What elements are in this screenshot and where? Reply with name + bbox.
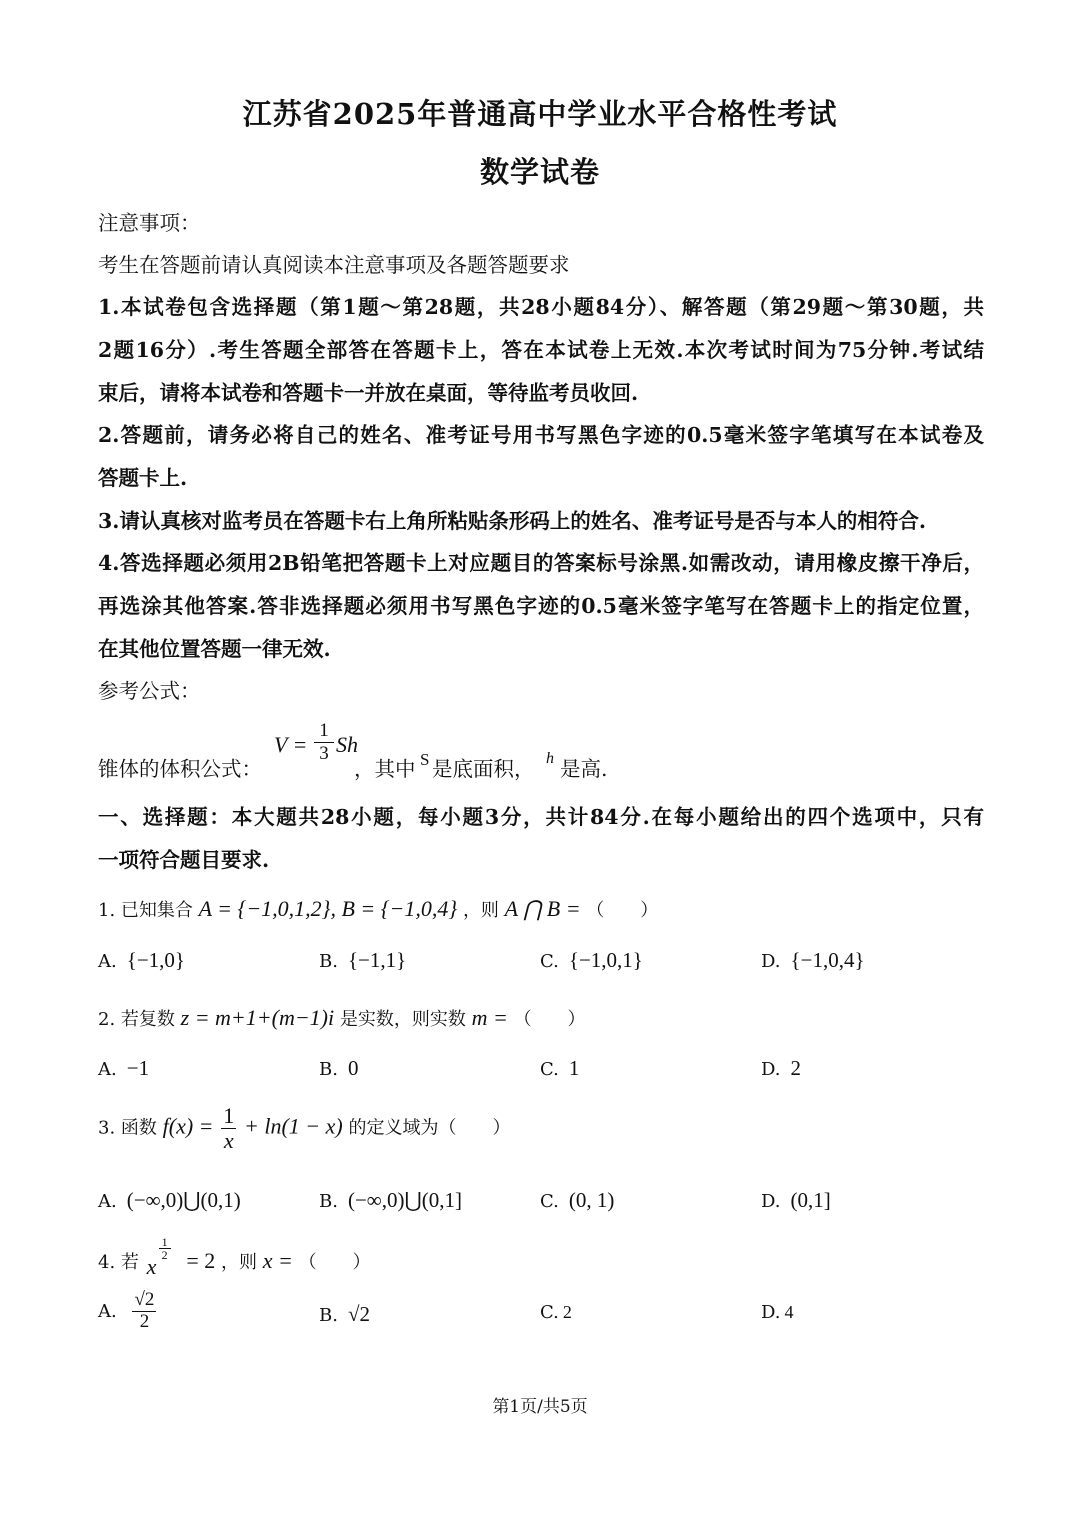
option-label: A. [98,1059,117,1080]
question-4-option-d [761,1302,794,1323]
question-4-option-b [319,1302,370,1327]
notice-item-4-line-1: 4.答选择题必须用2B铅笔把答题卡上对应题目的答案标号涂黑.如需改动，请用橡皮擦干净后， [98,551,984,575]
question-2-math: z = m+1+(m−1)i [180,1005,335,1030]
option-value: (−∞,0)⋃(0,1) [126,1188,241,1212]
option-value: {−1,1} [347,948,407,972]
question-3-math-a: f(x) = [162,1113,214,1139]
option-label: A. [98,1300,117,1322]
question-2-option-b [319,1056,358,1081]
question-3-option-d [761,1188,831,1213]
formula-heading: 参考公式： [98,679,201,703]
question-1-suffix: （ ） [586,900,659,921]
question-1-option-d [761,948,865,973]
question-1-option-c [540,948,643,973]
notice-item-1-line-3: 束后，请将本试卷和答题卡一并放在桌面，等待监考员收回. [98,381,639,405]
question-4-prefix: 4. 若 [98,1252,139,1273]
exam-title: 江苏省2025年普通高中学业水平合格性考试 [242,97,838,131]
option-label: D. [761,1059,781,1080]
formula-fraction-den: 3 [319,743,329,764]
formula-rhs: Sh [336,732,358,757]
option-label: C. [540,1191,559,1212]
option-label: C. [540,1302,559,1323]
option-value-num: √2 [134,1289,155,1310]
option-label: D. [761,1302,781,1323]
question-4-exponent [159,1236,171,1261]
option-value: 2 [790,1056,802,1080]
option-label: D. [761,951,781,972]
question-1-option-b [319,948,406,973]
formula-tail-a: ，其中 [354,757,416,781]
question-1-option-a [98,948,185,973]
question-2-option-c [540,1056,579,1081]
question-4-power [145,1235,181,1279]
question-3-option-a [98,1188,241,1213]
option-label: D. [761,1191,781,1212]
option-value: (−∞,0)⋃(0,1] [347,1188,462,1212]
option-label: A. [98,1191,117,1212]
section-heading-line-1: 一、选择题：本大题共28小题，每小题3分，共计84分.在每小题给出的四个选项中，只有 [98,805,984,829]
question-3-math-b: + ln(1 − x) [243,1113,343,1139]
option-label: B. [319,1059,338,1080]
option-value: 2 [562,1302,572,1322]
option-value: {−1,0,4} [790,948,865,972]
page-number: 第1页/共5页 [492,1397,588,1417]
notice-item-2-line-2: 答题卡上. [98,466,188,490]
question-3-fraction-den: x [223,1128,234,1154]
formula-fraction [314,720,334,765]
option-value: (0,1] [790,1188,831,1212]
formula-label: 锥体的体积公式： [98,757,262,781]
question-4-option-a [98,1290,158,1333]
question-1-prefix: 1. 已知集合 [98,900,193,921]
question-2 [98,1005,586,1031]
question-4 [98,1235,371,1286]
option-value: {−1,0,1} [568,948,643,972]
option-label: B. [319,1305,338,1326]
question-2-prefix: 2. 若复数 [98,1009,175,1030]
question-1-math-2: A ⋂ B = [504,896,581,921]
option-value: {−1,0} [126,948,185,972]
notice-intro: 考生在答题前请认真阅读本注意事项及各题答题要求 [98,253,570,277]
question-1-mid: ，则 [462,900,499,921]
question-4-mid: ，则 [221,1252,258,1273]
option-value: (0, 1) [568,1188,615,1212]
question-3 [98,1104,510,1153]
question-1-math: A = {−1,0,1,2}, B = {−1,0,4} [198,896,458,921]
question-3-option-b [319,1188,462,1213]
question-3-fraction-num: 1 [223,1103,235,1128]
question-2-suffix: （ ） [513,1009,586,1030]
question-3-option-c [540,1188,614,1213]
notice-item-1-line-1: 1.本试卷包含选择题（第1题～第28题，共28小题84分）、解答题（第29题～第30题，共 [98,295,984,319]
option-label: B. [319,1191,338,1212]
question-4-suffix: （ ） [298,1252,371,1273]
option-value: 0 [347,1056,359,1080]
question-2-option-a [98,1056,149,1081]
question-3-prefix: 3. 函数 [98,1117,157,1139]
option-value: 4 [784,1302,794,1322]
option-label: A. [98,951,117,972]
question-4-exponent-den: 2 [161,1248,168,1262]
notice-item-4-line-3: 在其他位置答题一律无效. [98,637,331,661]
notice-heading: 注意事项： [98,211,201,235]
formula-lhs: V = [274,732,308,757]
question-1 [98,896,658,922]
option-label: B. [319,951,338,972]
question-2-mid: 是实数，则实数 [339,1009,466,1030]
question-4-math-2: x = [262,1248,293,1273]
option-value-fraction [132,1290,156,1333]
option-value: 1 [568,1056,580,1080]
question-4-option-c [540,1302,572,1323]
formula-fraction-num: 1 [314,720,334,743]
option-label: C. [540,951,559,972]
formula-tail-c: 是高. [560,757,608,781]
section-heading-line-2: 一项符合题目要求. [98,848,270,872]
option-value-den: 2 [139,1310,150,1332]
question-2-option-d [761,1056,801,1081]
notice-item-4-line-2: 再选涂其他答案.答非选择题必须用书写黑色字迹的0.5毫米签字笔写在答题卡上的指定位置， [98,594,984,618]
question-4-eq: = 2 [186,1248,216,1273]
notice-item-3: 3.请认真核对监考员在答题卡右上角所粘贴条形码上的姓名、准考证号是否与本人的相符合. [98,509,927,533]
option-value: −1 [126,1056,150,1080]
option-value: √2 [347,1302,370,1326]
notice-item-1-line-2: 2题16分）.考生答题全部答在答题卡上，答在本试卷上无效.本次考试时间为75分钟.考试结 [98,338,984,362]
question-3-suffix: 的定义域为（ ） [348,1117,511,1139]
question-4-exponent-num: 1 [159,1236,171,1249]
formula-h-symbol: h [546,750,554,767]
exam-subtitle: 数学试卷 [479,155,600,189]
question-2-math-2: m = [471,1005,508,1030]
question-3-fraction [221,1104,236,1153]
formula-tail-b: 是底面积， [432,757,535,781]
formula-s-symbol: S [420,750,430,769]
notice-item-2-line-1: 2.答题前，请务必将自己的姓名、准考证号用书写黑色字迹的0.5毫米签字笔填写在本试卷及 [98,423,984,447]
option-label: C. [540,1059,559,1080]
question-4-base: x [146,1254,157,1279]
